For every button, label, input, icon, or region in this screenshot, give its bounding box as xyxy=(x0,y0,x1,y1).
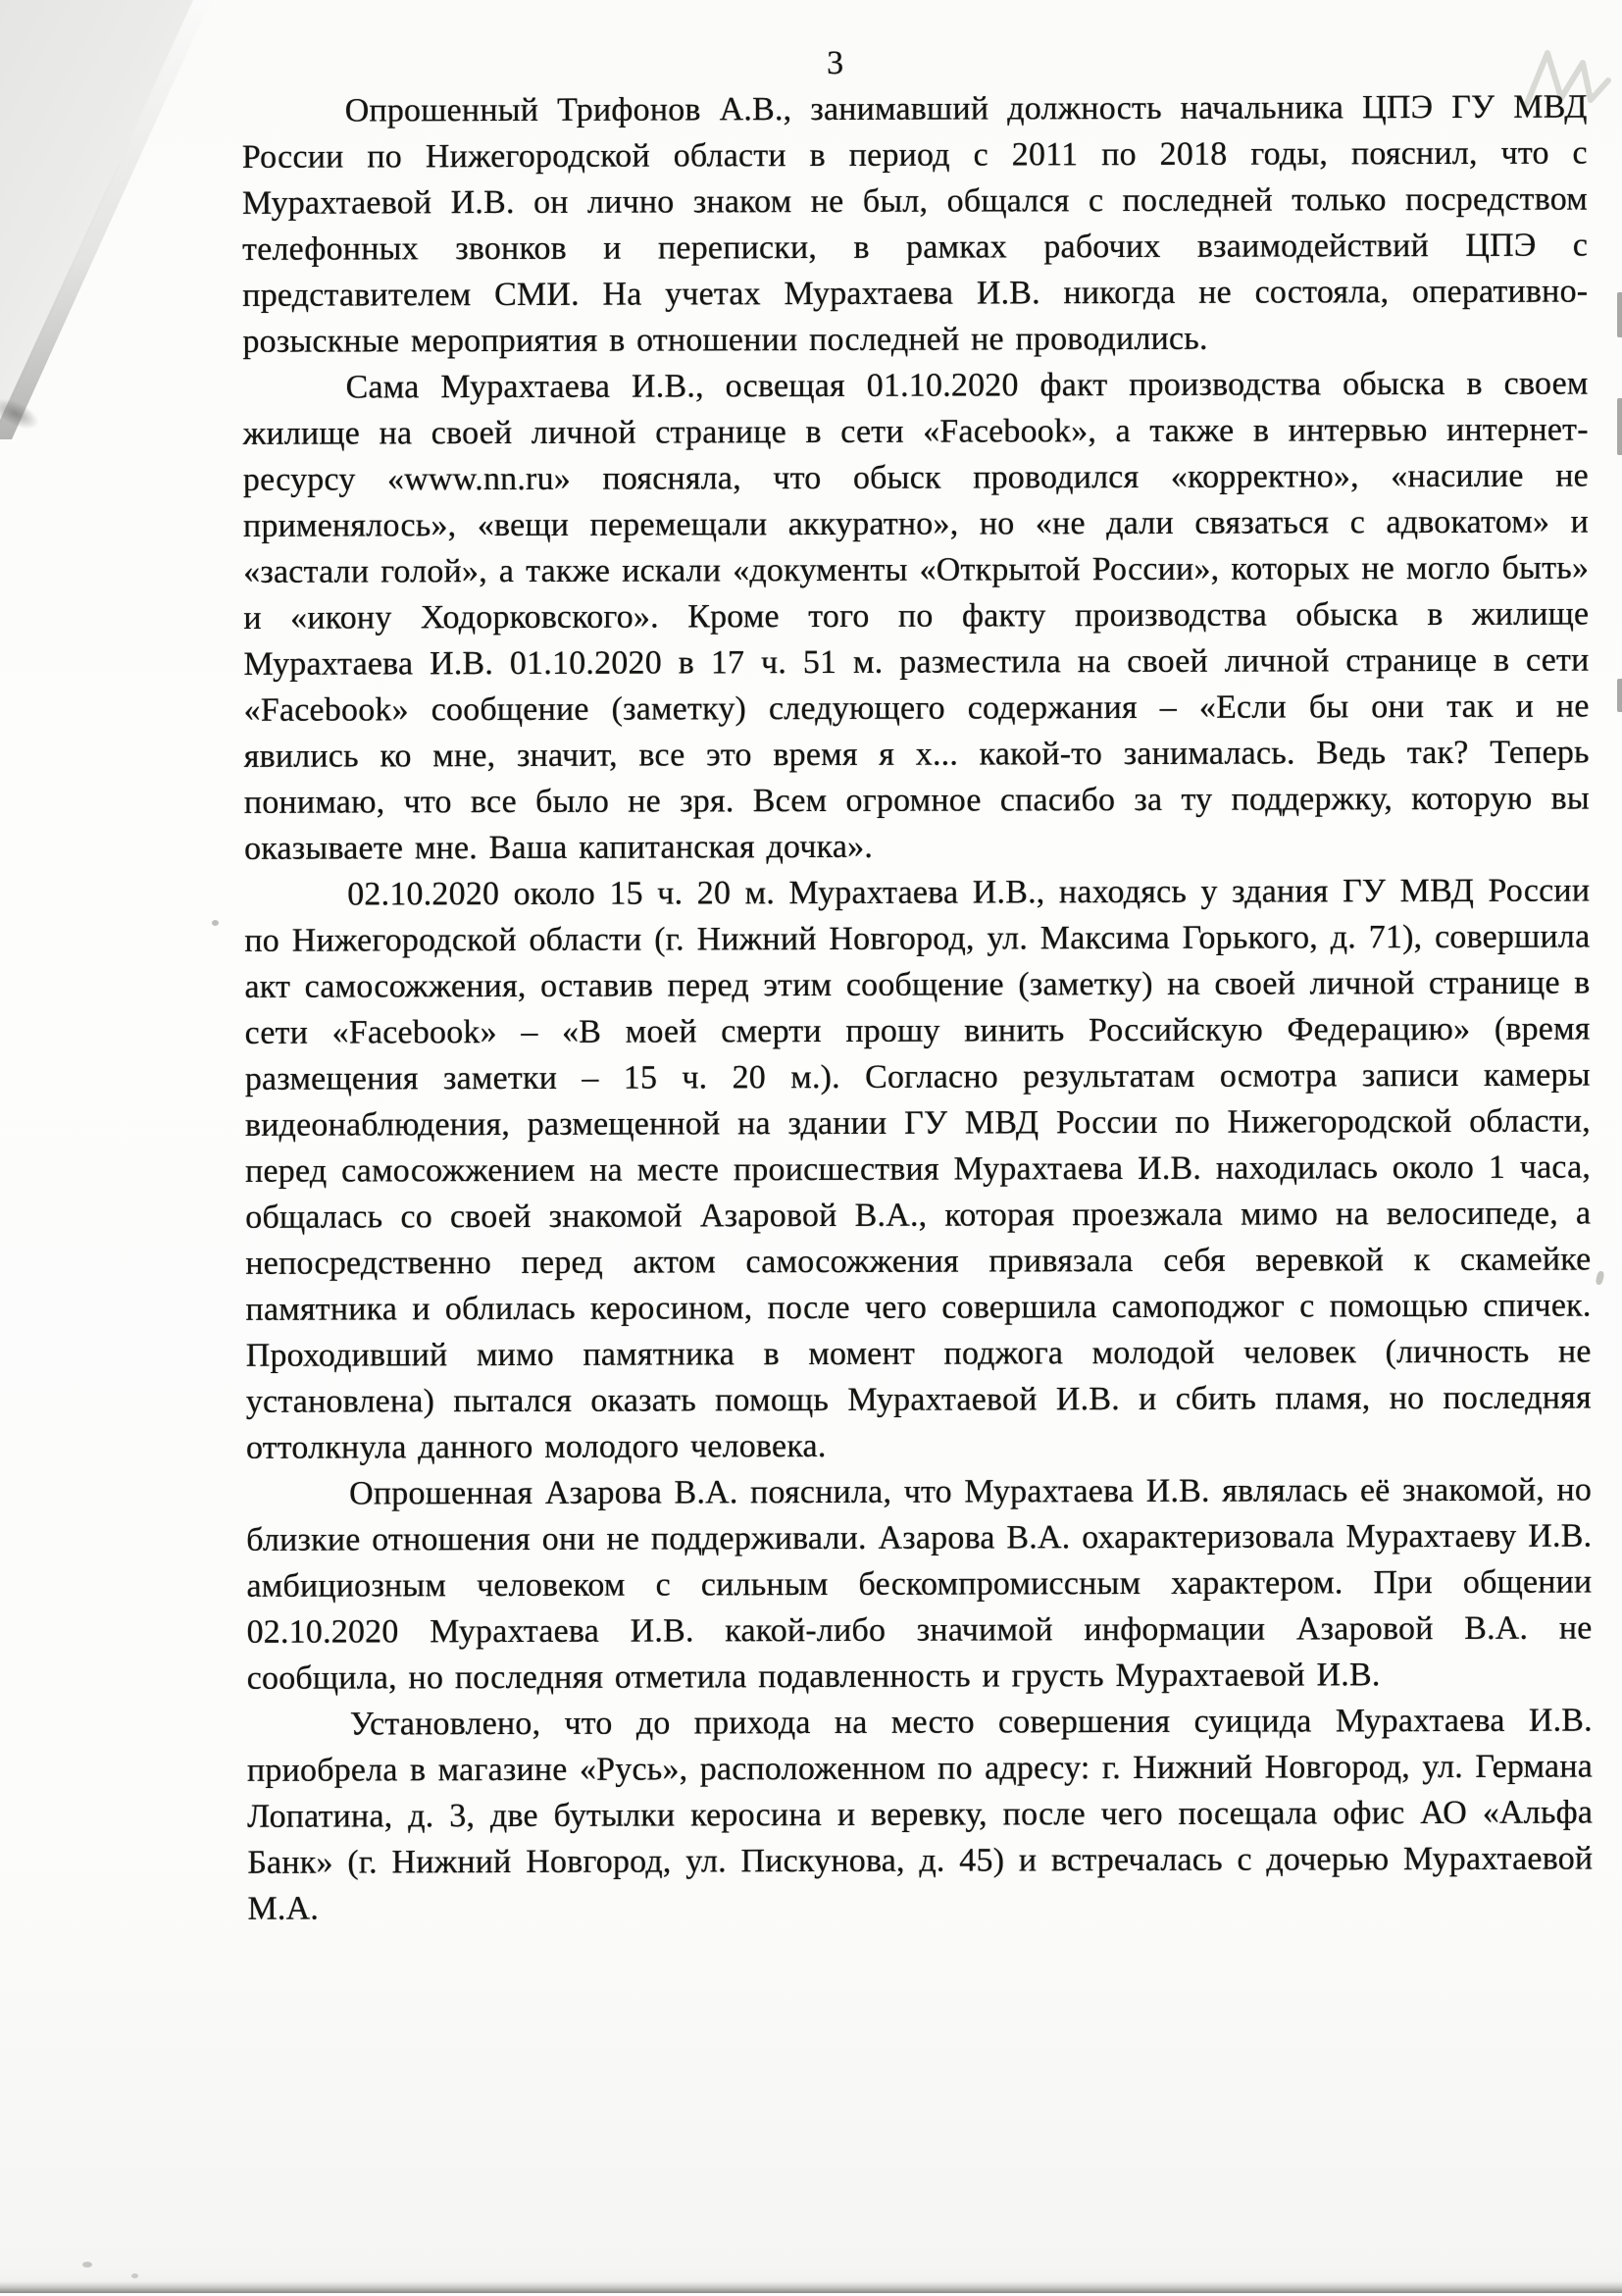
page-number: 3 xyxy=(826,44,844,81)
document-text xyxy=(242,84,1594,1932)
paragraph-azarova-interview: Опрошенная Азарова В.А. пояснила, что Мурахтаева И.В. являлась её знакомой, но близкие отношения они не поддерживали. Азарова В.А. охарактеризовала Мурахтаеву И.В. амбициозным человеком с сильным бескомпромиссным характером. При общении 02.10.2020 Мурахтаева И.В. какой-либо значимой информации Азаровой В.А. не сообщила, но последняя отметила подавленность и грусть Мурахтаевой И.В. xyxy=(246,1471,1593,1697)
paragraph-self-immolation-incident: 02.10.2020 около 15 ч. 20 м. Мурахтаева И.В., находясь у здания ГУ МВД России по Нижегородской области (г. Нижний Новгород, ул. Максима Горького, д. 71), совершила акт самосожжения, оставив перед этим сообщение (заметку) на своей личной странице в сети «Facebook» – «В моей смерти прошу винить Российскую Федерацию» (время размещения заметки – 15 ч. 20 м.). Согласно результатам осмотра записи камеры видеонаблюдения, размещенной на здании ГУ МВД России по Нижегородской области, перед самосожжением на месте происшествия Мурахтаева И.В. находилась около 1 часа, общалась со своей знакомой Азаровой В.А., которая проезжала мимо на велосипеде, а непосредственно перед актом самосожжения привязала себя веревкой к скамейке памятника и облилась керосином, после чего совершила самоподжог с помощью спичек. Проходивший мимо памятника в момент поджога молодой человек (личность не установлена) пытался оказать помощь Мурахтаевой И.В. и сбить пламя, но последняя оттолкнула данного молодого человека. xyxy=(244,872,1592,1466)
paragraph-facebook-search-posts: Сама Мурахтаева И.В., освещая 01.10.2020 факт производства обыска в своем жилище на своей личной странице в сети «Facebook», а также в интервью интернет-ресурсу «www.nn.ru» поясняла, что обыск проводился «корректно», «насилие не применялось», «вещи перемещали аккуратно», но «не дали связаться с адвокатом» и «застали голой», а также искали «документы «Открытой России», которых не могло быть» и «икону Ходорковского». Кроме того по факту производства обыска в жилище Мурахтаева И.В. 01.10.2020 в 17 ч. 51 м. разместила на своей личной странице в сети «Facebook» сообщение (заметку) следующего содержания – «Если бы они так и не явились ко мне, значит, все это время я х... какой-то занималась. Ведь так? Теперь понимаю, что все было не зря. Всем огромное спасибо за ту поддержку, которую вы оказываете мне. Ваша капитанская дочка». xyxy=(242,365,1590,867)
paragraph-trifonov-interview: Опрошенный Трифонов А.В., занимавший должность начальника ЦПЭ ГУ МВД России по Нижегородской области в период с 2011 по 2018 годы, пояснил, что с Мурахтаевой И.В. он лично знаком не был, общался с последней только посредством телефонных звонков и переписки, в рамках рабочих взаимодействий ЦПЭ с представителем СМИ. На учетах Мурахтаева И.В. никогда не состояла, оперативно-розыскные мероприятия в отношении последней не проводились. xyxy=(241,88,1589,360)
paragraph-purchases-before-suicide: Установлено, что до прихода на место совершения суицида Мурахтаева И.В. приобрела в магазине «Русь», расположенном по адресу: г. Нижний Новгород, ул. Германа Лопатина, д. 3, две бутылки керосина и веревку, после чего посещала офис АО «Альфа Банк» (г. Нижний Новгород, ул. Пискунова, д. 45) и встречалась с дочерью Мурахтаевой М.А. xyxy=(246,1702,1594,1927)
